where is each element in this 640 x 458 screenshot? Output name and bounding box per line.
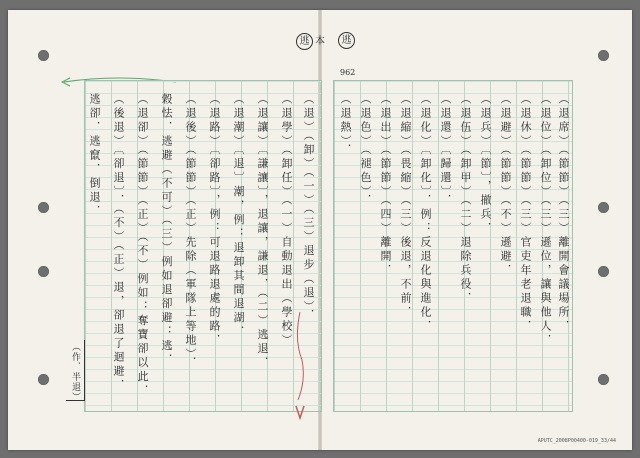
manuscript-column: （退學）（卸任）（一）自動退出（學校） [280, 93, 293, 348]
header-mark-2: 本 [315, 36, 325, 47]
manuscript-column: 逃卻．逃竄．倒退． [88, 93, 101, 219]
bracket-note [66, 340, 85, 401]
manuscript-column: （退路）〔卻路〕，例：可退路退處的路． [208, 93, 221, 348]
left-page-grid [84, 80, 322, 412]
manuscript-column: （退化）〔卸化〕．例：反退化與進化． [419, 93, 432, 334]
manuscript-column: 穀怯．逃避（不可）（三）例如退卻避：逃． [160, 93, 173, 368]
right-page-grid [333, 80, 573, 412]
punch-hole [598, 202, 609, 213]
punch-hole [598, 266, 609, 277]
manuscript-column: （退伍）（卸甲）（二）退除兵役． [459, 93, 472, 306]
manuscript-column: （後退）〔卻退〕．（不）（正）退，卻退了迴避． [112, 93, 125, 393]
punch-hole [38, 202, 49, 213]
manuscript-column: （退還）〔歸還〕． [439, 93, 452, 208]
manuscript-column: （退縮）（畏縮）（三）後退，不前． [399, 93, 412, 320]
manuscript-spread [8, 10, 632, 450]
header-mark-right [338, 32, 357, 49]
punch-hole [38, 266, 49, 277]
manuscript-column: （退熱）． [339, 93, 352, 158]
manuscript-column: （退休）（節節）（三）官吏年老退職． [519, 93, 532, 334]
manuscript-column: （退兵）〔節〕，撤兵． [479, 93, 492, 236]
manuscript-column: （退卻）（節節）（正）（不）例如：奪寶卻以此． [136, 93, 149, 399]
manuscript-column: （退席）（節節）（三）離開會議場所． [557, 93, 570, 334]
manuscript-column: （退潮）〔退〕潮，例：退卸其間退湖． [232, 93, 245, 340]
archive-id: APUTC_2008P00400-019_33/44 [537, 438, 616, 444]
manuscript-column: （退後）（節節）（正）先除（軍隊上等地）． [184, 93, 197, 371]
manuscript-column: （退避）（節節）（不）遜避． [499, 93, 512, 278]
manuscript-column: （退色）（褪色）． [359, 93, 372, 208]
header-mark-left [296, 32, 325, 50]
manuscript-column: （退出）（節節）（四）離開． [379, 93, 392, 278]
manuscript-column: （退）（卸）（一）（三）退步（退）． [302, 93, 315, 323]
red-pencil-mark [290, 310, 310, 420]
punch-hole [38, 50, 49, 61]
punch-hole [598, 50, 609, 61]
punch-hole [38, 374, 49, 385]
circled-mark: 逃 [338, 32, 355, 49]
manuscript-column: （退讓）〔謙讓〕，退讓，謙退．（二）逃退． [256, 93, 269, 371]
circled-mark: 逃 [296, 33, 313, 50]
page-number: 962 [340, 68, 356, 77]
bracket-note-text: （作．半退） [70, 342, 80, 402]
manuscript-column: （退位）（卸位）（三）遜位，讓與他人． [539, 93, 552, 348]
punch-hole [598, 374, 609, 385]
